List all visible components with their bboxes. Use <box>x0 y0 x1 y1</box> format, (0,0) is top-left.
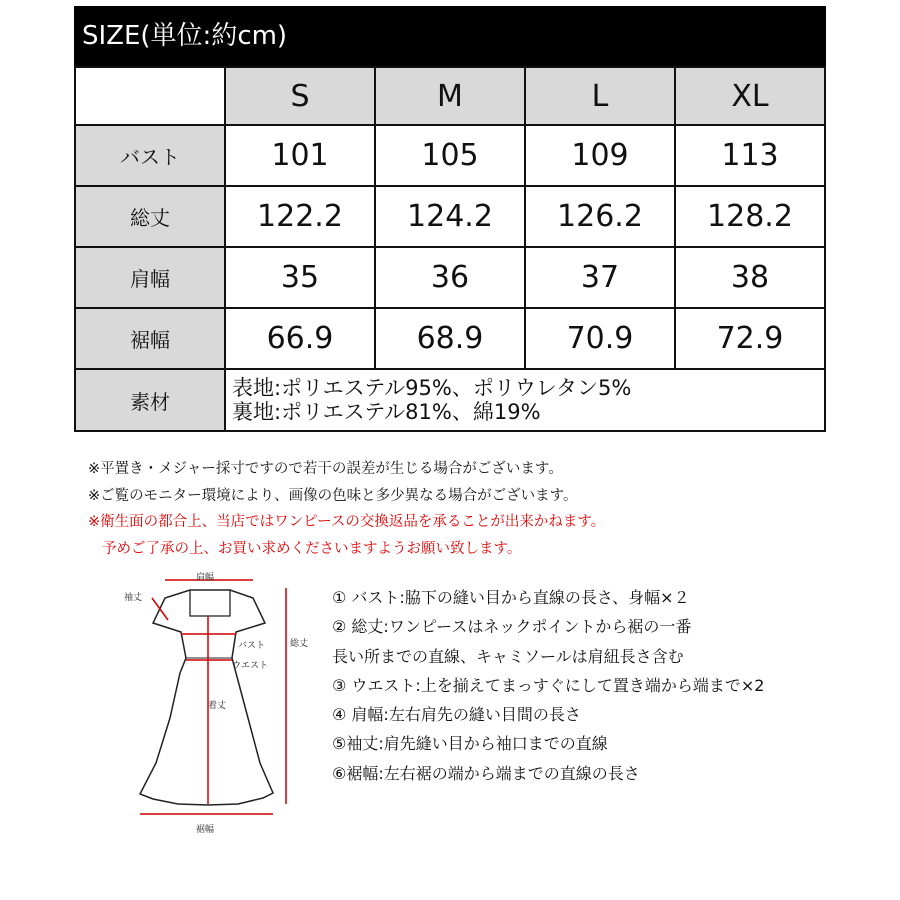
row-label: 総丈 <box>75 186 225 247</box>
measure-total-length-cont: 長い所までの直線、キャミソールは肩紐長さ含む <box>332 646 684 666</box>
warning-no-returns: ※衛生面の都合上、当店ではワンピースの交換返品を承ることが出来かねます。 <box>88 514 606 530</box>
table-cell: 68.9 <box>375 308 525 369</box>
diagram-label-waist: ウエスト <box>232 661 269 671</box>
measurement-guide <box>332 583 764 788</box>
measure-sleeve: ⑤袖丈:肩先縫い目から袖口までの直線 <box>332 734 608 754</box>
table-cell: 72.9 <box>675 308 825 369</box>
table-row <box>75 308 825 369</box>
table-cell: 128.2 <box>675 186 825 247</box>
table-row <box>75 186 825 247</box>
diagram-label-total-length: 総丈 <box>290 639 309 649</box>
table-cell: 35 <box>225 247 375 308</box>
row-label: 肩幅 <box>75 247 225 308</box>
size-table <box>74 66 826 432</box>
size-header-row <box>75 67 825 125</box>
material-lining: 裏地:ポリエステル81%、綿19% <box>232 400 541 424</box>
table-cell: 37 <box>525 247 675 308</box>
material-outer: 表地:ポリエステル95%、ポリウレタン5% <box>232 376 632 400</box>
table-cell: 105 <box>375 125 525 186</box>
row-label: バスト <box>75 125 225 186</box>
size-column-header: M <box>375 67 525 125</box>
size-chart <box>74 6 826 432</box>
measure-total-length: ② 総丈:ワンピースはネックポイントから裾の一番 <box>332 617 692 637</box>
row-label: 裾幅 <box>75 308 225 369</box>
table-cell: 36 <box>375 247 525 308</box>
table-cell: 122.2 <box>225 186 375 247</box>
size-column-header: XL <box>675 67 825 125</box>
note-monitor-color: ※ご覧のモニター環境により、画像の色味と多少異なる場合がございます。 <box>88 487 578 504</box>
measure-hem: ⑥裾幅:左右裾の端から端までの直線の長さ <box>332 763 640 783</box>
diagram-label-sleeve: 袖丈 <box>124 593 143 603</box>
table-row <box>75 125 825 186</box>
size-column-header: S <box>225 67 375 125</box>
measure-bust: ① バスト:脇下の縫い目から直線の長さ、身幅×２ <box>332 588 690 607</box>
table-row <box>75 247 825 308</box>
size-column-header: L <box>525 67 675 125</box>
diagram-label-hem: 裾幅 <box>196 825 215 835</box>
material-label: 素材 <box>75 369 225 431</box>
measure-waist: ③ ウエスト:上を揃えてまっすぐにして置き端から端まで×2 <box>332 675 765 695</box>
material-cell <box>225 369 825 431</box>
dress-diagram <box>108 568 323 840</box>
corner-cell <box>75 67 225 125</box>
table-cell: 38 <box>675 247 825 308</box>
table-cell: 101 <box>225 125 375 186</box>
table-cell: 124.2 <box>375 186 525 247</box>
table-cell: 66.9 <box>225 308 375 369</box>
warning-acknowledge: 予めご了承の上、お買い求めくださいますようお願い致します。 <box>102 540 522 557</box>
notes-block <box>88 456 605 562</box>
diagram-label-shoulder: 肩幅 <box>196 573 215 583</box>
diagram-label-length: 着丈 <box>208 701 227 711</box>
table-cell: 113 <box>675 125 825 186</box>
note-measurement-error: ※平置き・メジャー採寸ですので若干の誤差が生じる場合がございます。 <box>88 461 563 477</box>
measure-shoulder: ④ 肩幅:左右肩先の縫い目間の長さ <box>332 705 581 725</box>
size-chart-title: SIZE(単位:約cm) <box>74 6 826 66</box>
material-row <box>75 369 825 431</box>
table-cell: 70.9 <box>525 308 675 369</box>
diagram-label-bust: バスト <box>238 641 266 651</box>
table-cell: 109 <box>525 125 675 186</box>
table-cell: 126.2 <box>525 186 675 247</box>
